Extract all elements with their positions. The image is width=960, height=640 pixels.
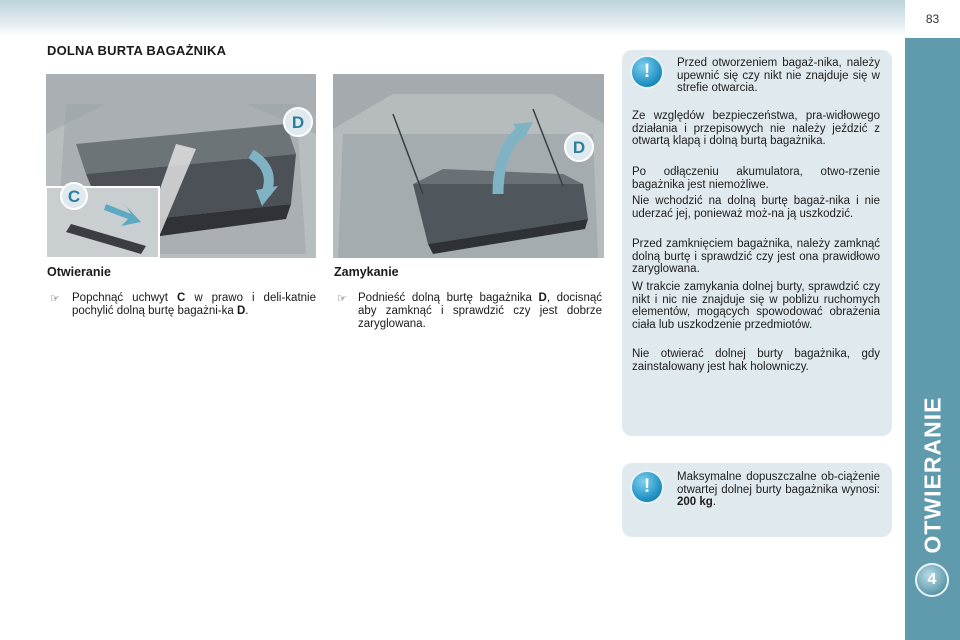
page-title: DOLNA BURTA BAGAŻNIKA [47, 43, 227, 58]
exclamation-icon: ! [632, 57, 662, 87]
header-band [0, 0, 905, 36]
callout-d-closing: D [572, 138, 586, 157]
warning-paragraph: Po odłączeniu akumulatora, otwo-rzenie bagażnika jest niemożliwe. [632, 166, 880, 191]
warning-paragraph: Przed zamknięciem bagażnika, należy zamknąć dolną burtę i sprawdzić czy jest ona prawidłowo zaryglowana. [632, 238, 880, 276]
warning-paragraph: W trakcie zamykania dolnej burty, sprawdzić czy nikt i nic nie znajduje się w pobliżu ruchomych elementów, mogących spowodować obrażenia ciała lub uszkodzenie przedmiotów. [632, 281, 880, 331]
max-load-note: Maksymalne dopuszczalne ob-ciążenie otwartej dolnej burty bagażnika wynosi: 200 kg. [677, 471, 880, 509]
closing-instruction: Podnieść dolną burtę bagażnika D, docisnąć aby zamknąć i sprawdzić czy jest dobrze zaryglowana. [358, 292, 602, 330]
opening-instruction: Popchnąć uchwyt C w prawo i deli-katnie pochylić dolną burtę bagażni-ka D. [72, 292, 316, 317]
warning-paragraph: Nie wchodzić na dolną burtę bagaż-nika i nie uderzać jej, ponieważ moż-na ją uszkodzić. [632, 195, 880, 220]
closing-photo [333, 74, 604, 258]
page-number: 83 [925, 12, 940, 26]
opening-illustration [46, 74, 316, 258]
closing-illustration [333, 74, 604, 258]
opening-photo [46, 74, 316, 258]
section-title-vertical: OTWIERANIE [919, 396, 946, 554]
callout-d: D [291, 113, 305, 132]
pointing-hand-icon: ☞ [337, 293, 347, 305]
warning-paragraph: Przed otworzeniem bagaż-nika, należy upewnić się czy nikt nie znajduje się w strefie otwarcia. [677, 57, 880, 95]
warning-paragraph: Nie otwierać dolnej burty bagażnika, gdy zainstalowany jest hak holowniczy. [632, 348, 880, 373]
pointing-hand-icon: ☞ [50, 293, 60, 305]
exclamation-icon: ! [632, 472, 662, 502]
chapter-badge: 4 [915, 563, 949, 597]
warning-paragraph: Ze względów bezpieczeństwa, pra-widłowego działania i przepisowych nie należy jeździć z otwartą klapą i dolną burtą bagażnika. [632, 110, 880, 148]
opening-heading: Otwieranie [47, 265, 111, 279]
closing-heading: Zamykanie [334, 265, 399, 279]
callout-c: C [67, 187, 81, 206]
